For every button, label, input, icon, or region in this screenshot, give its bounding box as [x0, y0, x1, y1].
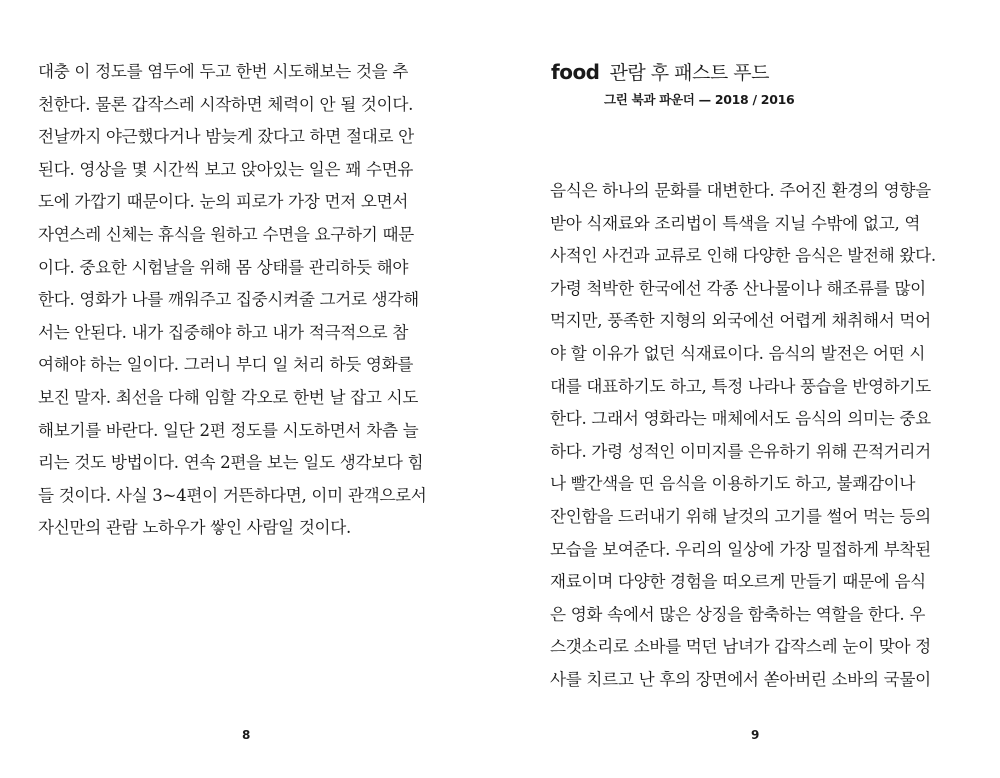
- text-line: 자연스레 신체는 휴식을 원하고 수면을 요구하기 때문: [38, 224, 414, 244]
- text-line: 스갯소리로 소바를 먹던 남녀가 갑작스레 눈이 맞아 정: [550, 637, 931, 657]
- text-line: 자신만의 관람 노하우가 쌓인 사람일 것이다.: [38, 518, 351, 538]
- text-line: 리는 것도 방법이다. 연속 2편을 보는 일도 생각보다 힘: [38, 453, 424, 473]
- text-line: 사를 치르고 난 후의 장면에서 쏟아버린 소바의 국물이: [550, 669, 931, 689]
- text-line: 대를 대표하기도 하고, 특정 나라나 풍습을 반영하기도: [550, 376, 931, 396]
- right-page-body: [550, 175, 970, 697]
- text-line: 가령 척박한 한국에선 각종 산나물이나 해조류를 많이: [550, 278, 926, 298]
- text-line: 야 할 이유가 없던 식재료이다. 음식의 발전은 어떤 시: [550, 343, 926, 363]
- text-line: 사적인 사건과 교류로 인해 다양한 음식은 발전해 왔다.: [550, 246, 936, 266]
- text-line: 도에 가깝기 때문이다. 눈의 피로가 가장 먼저 오면서: [38, 192, 409, 212]
- text-line: 된다. 영상을 몇 시간씩 보고 앉아있는 일은 꽤 수면유: [38, 159, 414, 179]
- text-line: 이다. 중요한 시험날을 위해 몸 상태를 관리하듯 해야: [38, 257, 409, 277]
- right-page: [500, 0, 1000, 778]
- text-line: 한다. 영화가 나를 깨워주고 집중시켜줄 그거로 생각해: [38, 290, 419, 310]
- text-line: 여해야 하는 일이다. 그러니 부디 일 처리 하듯 영화를: [38, 355, 414, 375]
- page-number-right: 9: [751, 728, 760, 742]
- article-title: 관람 후 패스트 푸드: [609, 62, 769, 84]
- chapter-header-top: [551, 58, 971, 85]
- text-line: 대충 이 정도를 염두에 두고 한번 시도해보는 것을 추: [38, 62, 409, 81]
- text-line: 전날까지 야근했다거나 밤늦게 잤다고 하면 절대로 안: [38, 127, 414, 147]
- text-line: 받아 식재료와 조리법이 특색을 지닐 수밖에 없고, 역: [550, 213, 921, 233]
- text-line: 잔인함을 드러내기 위해 날것의 고기를 썰어 먹는 등의: [550, 506, 931, 526]
- text-line: 한다. 그래서 영화라는 매체에서도 음식의 의미는 중요: [550, 409, 931, 429]
- left-page-body: [38, 56, 458, 545]
- text-line: 보진 말자. 최선을 다해 임할 각오로 한번 날 잡고 시도: [38, 387, 419, 407]
- text-line: 들 것이다. 사실 3~4편이 거뜬하다면, 이미 관객으로서: [38, 485, 427, 505]
- text-line: 먹지만, 풍족한 지형의 외국에선 어렵게 채취해서 먹어: [550, 311, 931, 331]
- section-label: food: [551, 60, 600, 84]
- text-line: 재료이며 다양한 경험을 떠오르게 만들기 때문에 음식: [550, 572, 926, 592]
- chapter-header: [551, 58, 971, 108]
- text-line: 모습을 보여준다. 우리의 일상에 가장 밀접하게 부착된: [550, 539, 931, 559]
- text-line: 서는 안된다. 내가 집중해야 하고 내가 적극적으로 참: [38, 322, 409, 342]
- text-line: 하다. 가령 성적인 이미지를 은유하기 위해 끈적거리거: [550, 441, 931, 461]
- text-line: 나 빨간색을 띤 음식을 이용하기도 하고, 불쾌감이나: [550, 474, 916, 494]
- text-line: 천한다. 물론 갑작스레 시작하면 체력이 안 될 것이다.: [38, 94, 414, 114]
- text-line: 은 영화 속에서 많은 상징을 함축하는 역할을 한다. 우: [550, 604, 926, 624]
- article-subtitle: 그린 북과 파운더 — 2018 / 2016: [604, 92, 795, 107]
- text-line: 해보기를 바란다. 일단 2편 정도를 시도하면서 차츰 늘: [38, 420, 419, 440]
- page-number-left: 8: [242, 728, 251, 742]
- text-line: 음식은 하나의 문화를 대변한다. 주어진 환경의 영향을: [550, 181, 931, 200]
